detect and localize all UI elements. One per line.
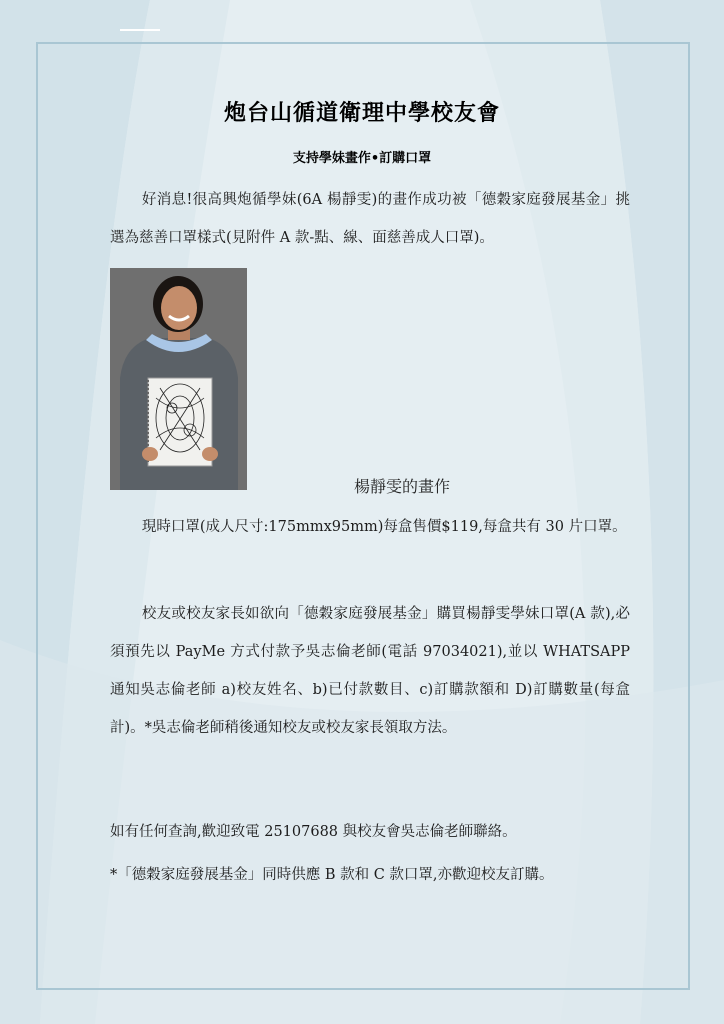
price-paragraph: 現時口罩(成人尺寸:175mmx95mm)每盒售價$119,每盒共有 30 片口罩。: [141, 519, 627, 535]
student-photo: [110, 268, 247, 490]
photo-caption: 楊靜雯的畫作: [354, 477, 451, 496]
contact-paragraph: 如有任何查詢,歡迎致電 25107688 與校友會吳志倫老師聯絡。: [110, 824, 517, 840]
note-paragraph: *「德穀家庭發展基金」同時供應 B 款和 C 款口罩,亦歡迎校友訂購。: [110, 867, 554, 883]
intro-paragraph: 好消息!很高興炮循學妹(6A 楊靜雯)的畫作成功被「德穀家庭發展基金」挑選為慈善口罩樣式(見附件 A 款-點、線、面慈善成人口罩)。: [110, 192, 630, 246]
page-subtitle: 支持學妹畫作•訂購口罩: [292, 151, 432, 166]
order-paragraph: 校友或校友家長如欲向「德穀家庭發展基金」購買楊靜雯學妹口罩(A 款),必須預先以 PayMe 方式付款予吳志倫老師(電話 97034021),並以 WHATSAPP 通知吳志倫老師 a)校友姓名、b)已付款數目、c)訂購款額和 D)訂購數量(每盒計)。*吳志倫老師稍後通知校友或校友家長領取方法。: [110, 606, 630, 736]
page-title: 炮台山循道衛理中學校友會: [223, 100, 500, 126]
